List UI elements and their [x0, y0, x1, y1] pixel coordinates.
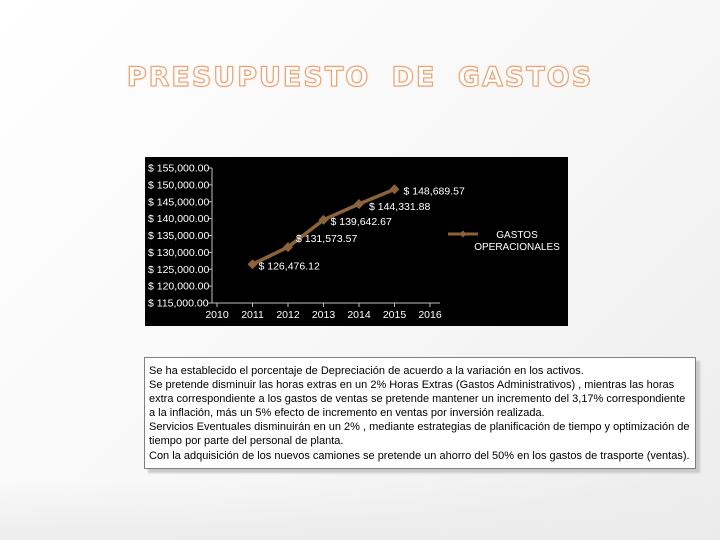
- x-tick-label: 2011: [241, 309, 264, 321]
- slide-decoration: [0, 480, 720, 540]
- x-tick-label: 2010: [205, 309, 229, 321]
- y-tick-label: $ 140,000.00: [148, 213, 210, 226]
- data-label: $ 148,689.57: [403, 185, 465, 198]
- x-tick-label: 2012: [276, 309, 300, 321]
- legend-marker: [460, 231, 467, 238]
- data-label: $ 139,642.67: [330, 215, 392, 228]
- legend-label: OPERACIONALES: [474, 242, 560, 253]
- data-label: $ 126,476.12: [258, 260, 320, 273]
- data-label: $ 144,331.88: [369, 201, 431, 214]
- data-point-marker: [354, 199, 364, 209]
- x-tick-label: 2015: [382, 309, 407, 321]
- chart-svg: [145, 157, 568, 326]
- x-tick-label: 2013: [311, 309, 336, 321]
- data-label: $ 131,573.57: [296, 233, 358, 246]
- y-tick-label: $ 135,000.00: [148, 230, 210, 242]
- x-tick-label: 2016: [418, 309, 442, 321]
- note-paragraph: Servicios Eventuales disminuirán en un 2% , mediante estrategias de planificación de tiempo y optimización de tiempo por parte del personal de planta.: [149, 421, 690, 448]
- notes-textbox: [144, 357, 696, 469]
- legend-label: GASTOS: [496, 230, 538, 241]
- x-tick-label: 2014: [347, 309, 371, 321]
- y-tick-label: $ 145,000.00: [148, 196, 210, 209]
- y-tick-label: $ 150,000.00: [148, 179, 210, 192]
- note-paragraph: Se pretende disminuir las horas extras en un 2% Horas Extras (Gastos Administrativos) , mientras las horas extra correspondiente a los gastos de ventas se pretende mantener un incremento del 3,17% correspondiente a la inflación, más un 5% efecto de incremento en ventas por inversión realizada.: [149, 379, 686, 420]
- y-tick-label: $ 115,000.00: [148, 297, 209, 310]
- line-chart: [145, 157, 568, 326]
- y-tick-label: $ 130,000.00: [148, 246, 210, 259]
- slide-title: PRESUPUESTO DE GASTOS: [126, 62, 594, 93]
- y-tick-label: $ 120,000.00: [148, 280, 210, 293]
- data-point-marker: [390, 184, 400, 194]
- y-tick-label: $ 155,000.00: [148, 162, 210, 175]
- y-tick-label: $ 125,000.00: [148, 263, 210, 276]
- note-paragraph: Se ha establecido el porcentaje de Depreciación de acuerdo a la variación en los activos.: [149, 365, 584, 377]
- note-paragraph: Con la adquisición de los nuevos camiones se pretende un ahorro del 50% en los gastos de trasporte (ventas).: [149, 449, 690, 462]
